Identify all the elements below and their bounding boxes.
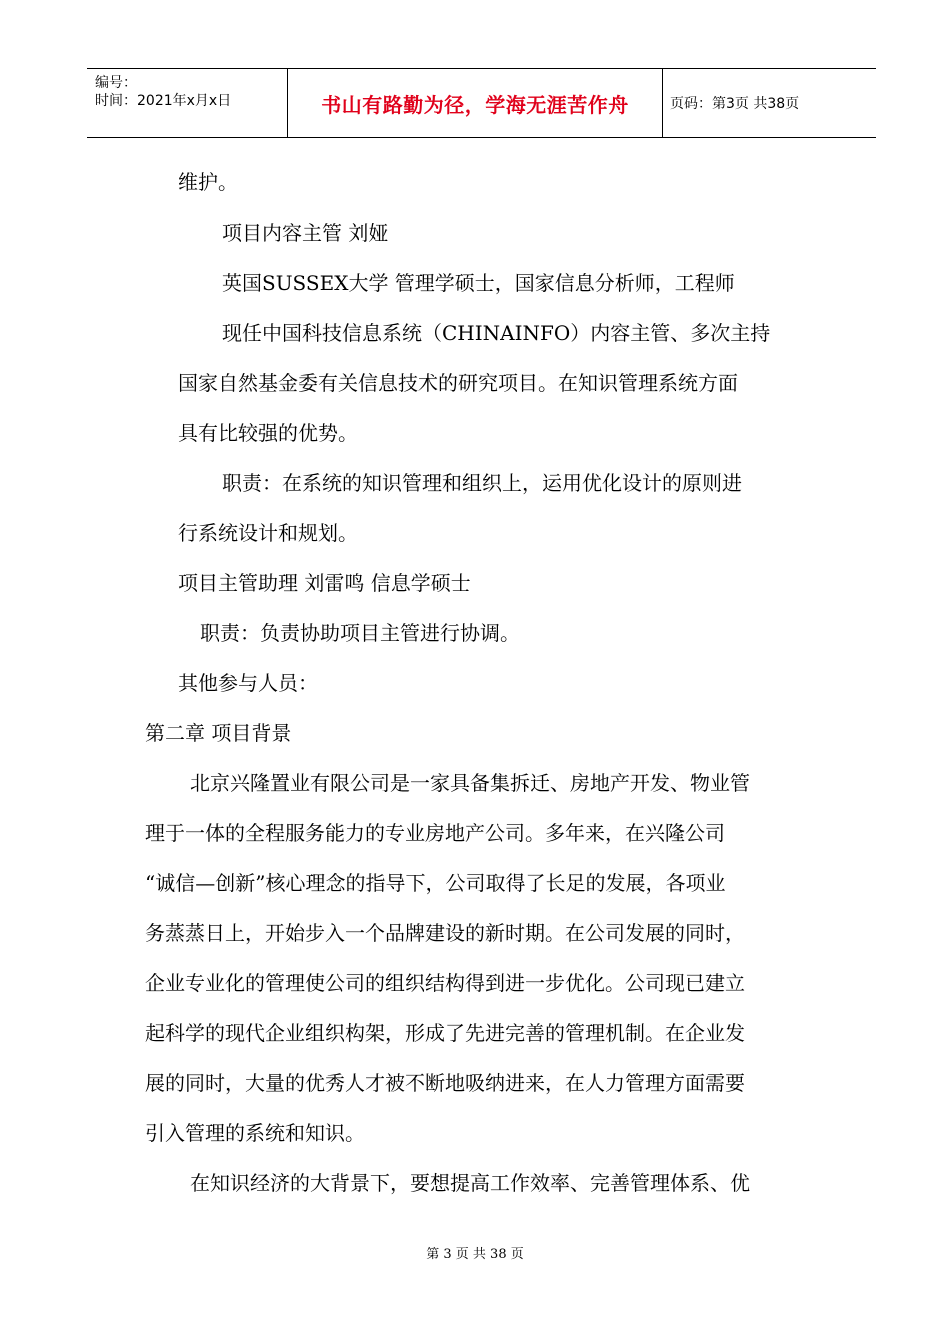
chapter-heading: 第二章 项目背景 <box>145 721 292 745</box>
body-line: 在知识经济的大背景下，要想提高工作效率、完善管理体系、优 <box>190 1171 750 1195</box>
header-page-cell <box>662 69 876 137</box>
body-line: 具有比较强的优势。 <box>178 421 358 445</box>
body-line: 理于一体的全程服务能力的专业房地产公司。多年来，在兴隆公司 <box>145 821 725 845</box>
body-line: 北京兴隆置业有限公司是一家具备集拆迁、房地产开发、物业管 <box>190 771 750 795</box>
body-line: 现任中国科技信息系统（CHINAINFO）内容主管、多次主持 <box>222 321 771 345</box>
body-line: 展的同时，大量的优秀人才被不断地吸纳进来，在人力管理方面需要 <box>145 1071 745 1095</box>
page-footer: 第 3 页 共 38 页 <box>426 1247 524 1262</box>
body-line: 职责：在系统的知识管理和组织上，运用优化设计的原则进 <box>222 471 742 495</box>
document-time-label: 时间：2021年x月x日 <box>95 93 232 109</box>
body-line: 引入管理的系统和知识。 <box>145 1121 365 1145</box>
body-line: 国家自然基金委有关信息技术的研究项目。在知识管理系统方面 <box>178 371 738 395</box>
body-line: 项目内容主管 刘娅 <box>222 221 389 245</box>
body-line: 职责：负责协助项目主管进行协调。 <box>200 621 520 645</box>
body-line: 企业专业化的管理使公司的组织结构得到进一步优化。公司现已建立 <box>145 971 745 995</box>
document-number-label: 编号： <box>95 75 137 91</box>
body-line: “诚信—创新”核心理念的指导下，公司取得了长足的发展，各项业 <box>145 871 726 895</box>
body-line: 起科学的现代企业组织构架，形成了先进完善的管理机制。在企业发 <box>145 1021 745 1045</box>
body-line: 务蒸蒸日上，开始步入一个品牌建设的新时期。在公司发展的同时， <box>145 921 745 945</box>
header-meta-cell <box>87 69 287 137</box>
header-page-info: 页码：第3页 共38页 <box>670 96 800 112</box>
header-motto-cell <box>287 69 663 137</box>
body-line: 英国SUSSEX大学 管理学硕士，国家信息分析师，工程师 <box>222 271 735 295</box>
body-line: 其他参与人员： <box>178 671 318 695</box>
header-motto: 书山有路勤为径，学海无涯苦作舟 <box>321 92 629 117</box>
body-line: 行系统设计和规划。 <box>178 521 358 545</box>
body-line: 项目主管助理 刘雷鸣 信息学硕士 <box>178 571 471 595</box>
page-header <box>87 68 876 138</box>
body-line: 维护。 <box>178 170 238 194</box>
